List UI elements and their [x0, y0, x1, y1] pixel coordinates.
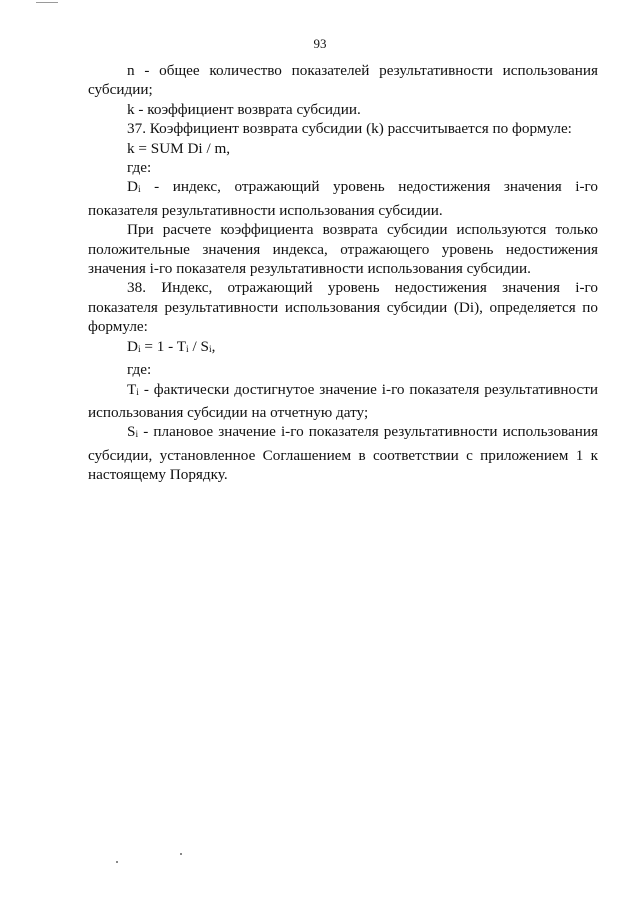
formula-di [88, 337, 598, 360]
si-definition-text: - плановое значение i-го показателя результативности использования субсидии, установленное Соглашением в соответствии с приложением 1 к настоящему Порядку. [88, 423, 598, 484]
subscript-si: i [135, 430, 139, 441]
scan-edge-mark [36, 2, 58, 3]
paragraph-where-2: где: [127, 361, 152, 379]
subscript-ti: i [136, 387, 139, 398]
di-definition-text: - индекс, отражающий уровень недостижения значения i-го показателя результативности использования субсидии. [88, 178, 598, 219]
paragraph-clause-38: 38. Индекс, отражающий уровень недостижения значения i-го показателя результативности использования субсидии (Di), определяется по формуле: [88, 279, 598, 336]
formula-t-subscript: i [186, 344, 189, 355]
paragraph-where-1: где: [127, 159, 152, 177]
paragraph-k-definition: k - коэффициент возврата субсидии. [127, 100, 361, 118]
symbol-t: T [127, 380, 137, 398]
paragraph-n-definition: n - общее количество показателей результативности использования субсидии; [88, 62, 598, 99]
scan-speck [180, 853, 182, 855]
symbol-s: S [127, 423, 136, 441]
formula-k: k = SUM Di / m, [127, 139, 231, 157]
formula-end: , [211, 337, 216, 355]
formula-d: D [127, 337, 138, 355]
ti-definition-text: - фактически достигнутое значение i-го показателя результативности использования субсидии на отчетную дату; [88, 380, 598, 421]
paragraph-di-definition [88, 177, 598, 220]
page-number: 93 [313, 36, 327, 51]
document-body [88, 61, 598, 485]
paragraph-si-definition [88, 422, 598, 484]
paragraph-positive-values: При расчете коэффициента возврата субсидии используются только положительные значения индекса, отражающего уровень недостижения значения i-го показателя результативности использования субсидии. [88, 221, 598, 278]
formula-slash: / S [188, 337, 209, 355]
symbol-d: D [127, 178, 138, 196]
paragraph-clause-37: 37. Коэффициент возврата субсидии (k) рассчитывается по формуле: [127, 120, 572, 138]
formula-d-subscript: i [137, 344, 141, 355]
formula-middle: = 1 - T [140, 337, 187, 355]
scan-speck [116, 861, 118, 863]
paragraph-ti-definition [88, 380, 598, 423]
subscript-i: i [137, 185, 141, 196]
formula-s-subscript: i [208, 344, 212, 355]
